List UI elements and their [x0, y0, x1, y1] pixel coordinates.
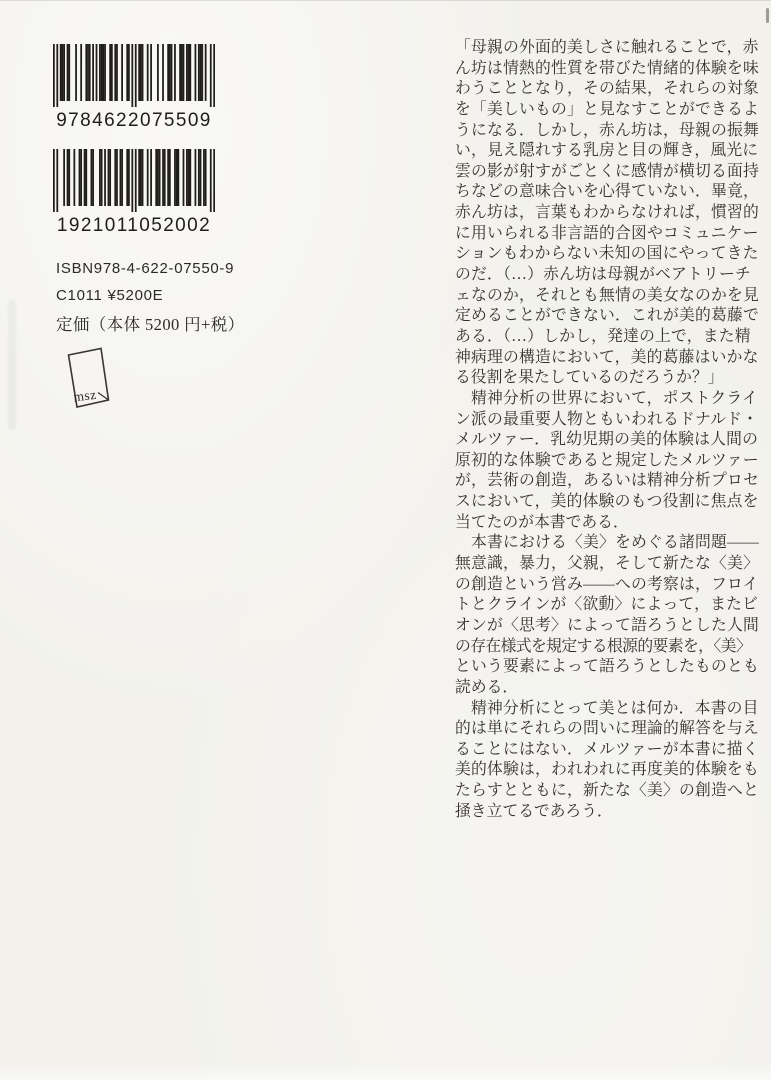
price-barcode-bars [53, 149, 215, 212]
blurb-line: 当てたのが本書である． [455, 513, 629, 531]
price-barcode-digits: 1921011052002 [56, 215, 212, 236]
blurb-line: ちなどの意味合いを心得ていない．畢竟， [455, 183, 759, 201]
isbn-barcode [53, 44, 215, 132]
blurb-line: スにおいて，美的体験のもつ役割に焦点を [455, 493, 759, 511]
blurb-line: わうこととなり，その結果，それらの対象 [455, 80, 759, 98]
blurb-line: のだ．（…）赤ん坊は母親がベアトリーチ [455, 266, 752, 284]
blurb-line: に用いられる非言語的合図やコミュニケー [455, 224, 759, 242]
blurb-line: 精神分析の世界において，ポストクライ [455, 389, 758, 407]
isbn-barcode-digits: 9784622075509 [56, 110, 212, 131]
scan-sheen [0, 1064, 771, 1080]
blurb-line: ションもわからない未知の国にやってきた [455, 245, 759, 263]
price-barcode [53, 149, 215, 237]
blurb-line: の存在様式を規定する根源的要素を，〈美〉 [455, 637, 752, 655]
blurb-line: 赤ん坊は，言葉もわからなければ，慣習的 [455, 204, 759, 222]
blurb-line: 「母親の外面的美しさに触れることで，赤 [455, 39, 759, 56]
blurb-line: 美的体験は，われわれに再度美的体験をも [455, 761, 759, 779]
publisher-logo-msz [62, 346, 114, 410]
blurb-line: の創造という営み——への考察は，フロイ [455, 575, 759, 593]
c-code-price: C1011 ¥5200E [56, 287, 164, 304]
blurb-line: が，芸術の創造，あるいは精神分析プロセ [455, 472, 759, 490]
isbn-number: ISBN978-4-622-07550-9 [56, 260, 235, 277]
blurb-line: を「美しいもの」と見なすことができるよ [455, 100, 759, 118]
blurb-line: ェなのか，それとも無情の美女なのかを見 [455, 286, 759, 304]
blurb-line: 原初的な体験であると規定したメルツァー [455, 451, 759, 469]
publisher-logo-icon [62, 346, 114, 410]
retail-price: 定価（本体 5200 円+税） [56, 315, 245, 334]
scan-edge-speck [766, 8, 769, 23]
blurb-line: メルツァー．乳幼児期の美的体験は人間の [455, 431, 759, 449]
blurb-line: 掻き立てるであろう． [455, 802, 613, 820]
blurb-line: 神病理の構造において，美的葛藤はいかな [455, 348, 759, 366]
scan-smudge [8, 300, 16, 430]
blurb-line: 読める． [455, 678, 519, 696]
blurb-line: 本書における〈美〉をめぐる諸問題—— [455, 534, 759, 552]
blurb-line: という要素によって語ろうとしたものとも [455, 658, 759, 676]
blurb-line: ある．（…）しかし，発達の上で，また精 [455, 327, 751, 345]
blurb-line: たらすとともに，新たな〈美〉の創造へと [455, 782, 759, 800]
blurb-text-column [455, 38, 759, 822]
blurb-line: ン派の最重要人物ともいわれるドナルド・ [455, 410, 759, 428]
blurb-line: 無意識，暴力，父親，そして新たな〈美〉 [455, 555, 759, 573]
blurb-line: ることにはない．メルツァーが本書に描く [455, 740, 759, 758]
blurb-line: 定めることができない．これが美的葛藤で [455, 307, 759, 325]
blurb-line: うになる．しかし，赤ん坊は，母親の振舞 [455, 121, 759, 139]
blurb-line: 的は単にそれらの問いに理論的解答を与え [455, 720, 759, 738]
blurb-line: 精神分析にとって美とは何か．本書の目 [455, 699, 759, 717]
svg-text:msz: msz [72, 386, 98, 405]
blurb-line: オンが〈思考〉によって語ろうとした人間 [455, 616, 759, 634]
blurb-line: る役割を果たしているのだろうか？」 [455, 369, 724, 387]
blurb-line: ん坊は情熱的性質を帯びた情緒的体験を味 [455, 59, 759, 77]
blurb-line: トとクラインが〈欲動〉によって，またビ [455, 596, 759, 614]
isbn-barcode-bars [53, 44, 215, 107]
blurb-line: 雲の影が射すがごとくに感情が横切る面持 [455, 162, 759, 180]
blurb-line: い，見え隠れする乳房と目の輝き，風光に [455, 142, 759, 160]
